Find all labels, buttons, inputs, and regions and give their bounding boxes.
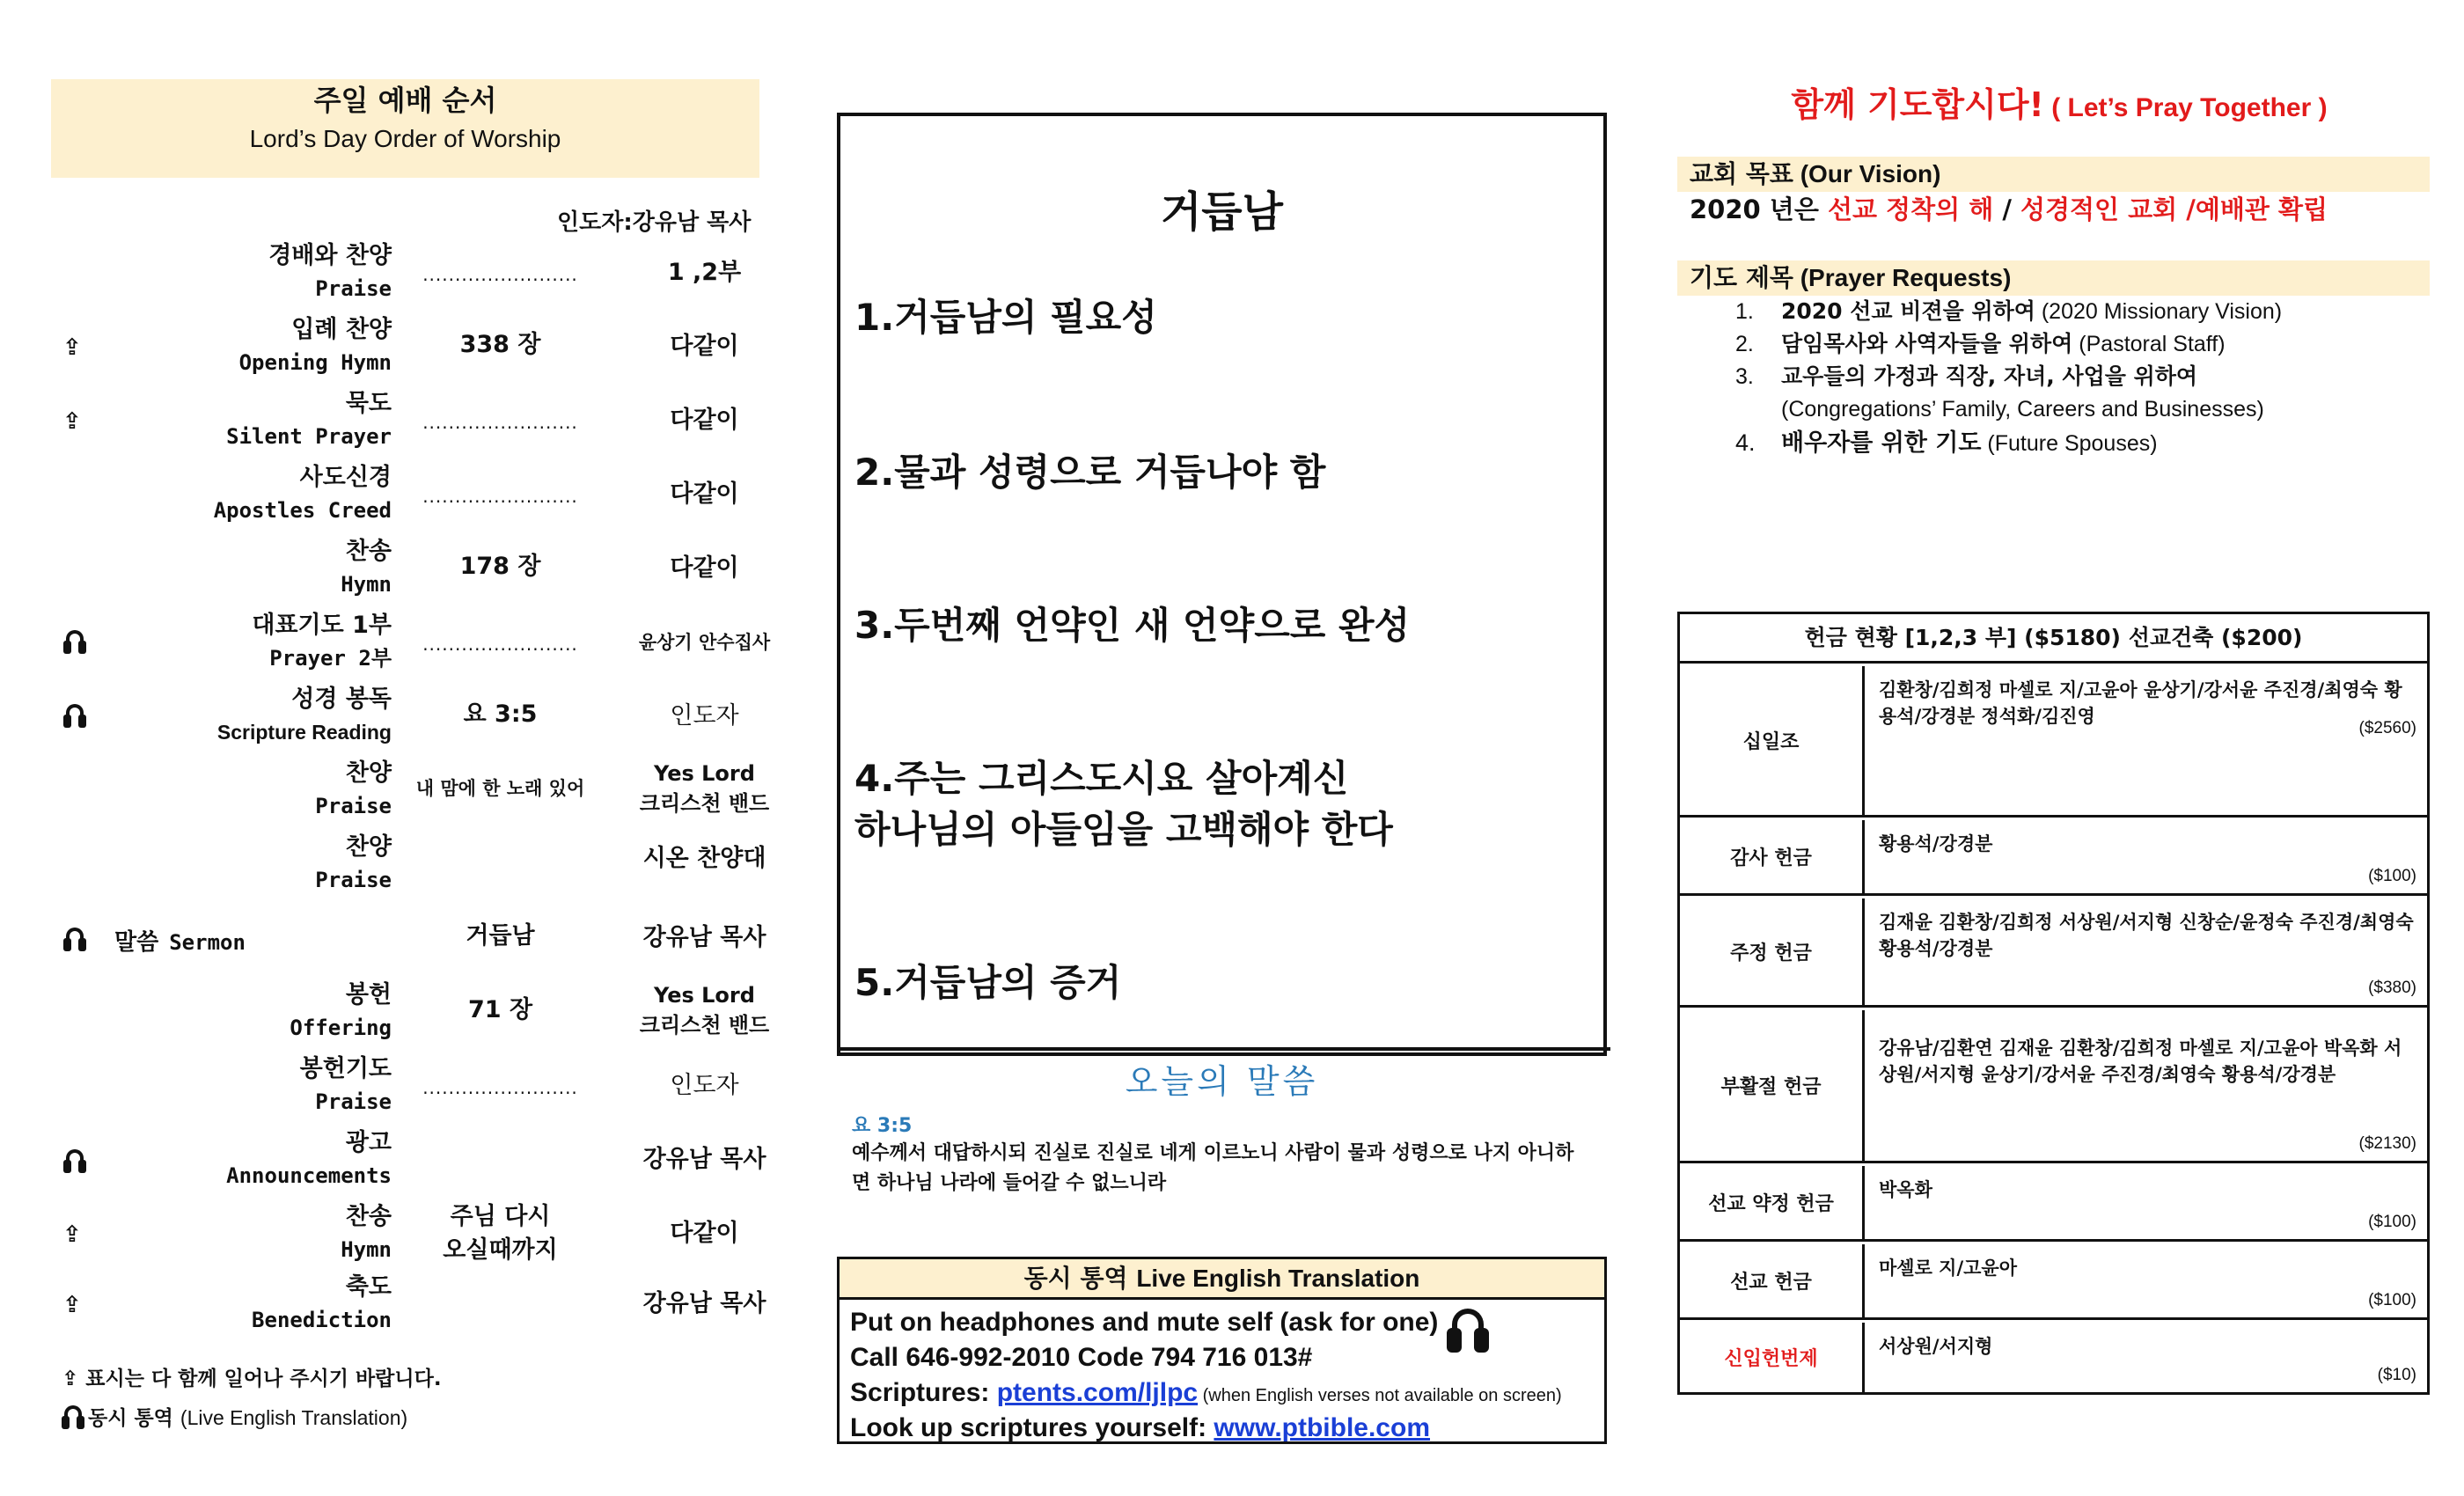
offering-header: 헌금 현황 [1,2,3 부] ($5180) 선교건축 ($200) bbox=[1680, 614, 2427, 664]
translation-head-en: Live English Translation bbox=[1136, 1265, 1420, 1292]
order-item bbox=[51, 901, 766, 975]
request-number: 1. bbox=[1735, 299, 1754, 324]
item-detail: 내 맘에 한 노래 있어 bbox=[415, 778, 585, 799]
request-ko: 담임목사와 사역자들을 위하여 bbox=[1781, 331, 2073, 356]
note-trans-en: (Live English Translation) bbox=[180, 1406, 408, 1429]
item-name-ko: 사도신경 bbox=[299, 464, 392, 491]
table-row bbox=[1680, 1244, 2427, 1320]
item-name-ko: 찬양 bbox=[345, 833, 392, 861]
sermon-point: 하나님의 아들임을 고백해야 한다 bbox=[854, 808, 1393, 851]
offering-amount: ($2560) bbox=[2358, 719, 2416, 737]
headphones-icon bbox=[62, 1405, 84, 1430]
order-item bbox=[51, 532, 759, 605]
vision-goal-3: 예배관 확립 bbox=[2195, 194, 2328, 224]
today-word-text: 예수께서 대답하시되 진실로 진실로 네게 이르노니 사람이 물과 성령으로 나지 아니하면 하나님 나라에 들어갈 수 없느니라 bbox=[852, 1142, 1574, 1194]
item-leader: 인도자 bbox=[670, 1072, 739, 1099]
item-leader-line1: Yes Lord bbox=[654, 983, 755, 1008]
item-leader: 다같이 bbox=[670, 407, 739, 434]
request-ko: 배우자를 위한 기도 bbox=[1781, 429, 1982, 457]
item-name-en: Praise bbox=[315, 794, 392, 818]
order-item bbox=[51, 1049, 759, 1123]
headphones-icon bbox=[1447, 1309, 1489, 1353]
offering-names: 황용석/강경분 bbox=[1879, 833, 1993, 854]
request-en: (Pastoral Staff) bbox=[2072, 332, 2226, 356]
order-item bbox=[51, 458, 759, 532]
item-leader-line1: Yes Lord bbox=[654, 761, 755, 786]
item-leader: 시온 찬양대 bbox=[642, 845, 766, 872]
sermon-point: 3.두번째 언약인 새 언약으로 완성 bbox=[854, 604, 1411, 647]
sermon-title: 거듭남 bbox=[1160, 187, 1284, 237]
item-detail-line2: 오실때까지 bbox=[443, 1236, 558, 1264]
item-name-en: Praise bbox=[315, 1089, 392, 1114]
translation-line4 bbox=[850, 1413, 1430, 1443]
prayer-request bbox=[1735, 427, 2158, 459]
sermon-point: 5.거듭남의 증거 bbox=[854, 961, 1122, 1004]
item-leader: 다같이 bbox=[670, 554, 739, 582]
up-arrow-icon: ⇪ bbox=[62, 408, 82, 435]
vision-goal-2: 성경적인 교회 bbox=[2020, 194, 2178, 224]
translation-line1: Put on headphones and mute self (ask for one) bbox=[850, 1308, 1439, 1337]
offering-category: 주정 헌금 bbox=[1680, 898, 1865, 1005]
item-leader: 강유남 목사 bbox=[642, 1290, 766, 1317]
table-row bbox=[1680, 666, 2427, 818]
table-row bbox=[1680, 820, 2427, 896]
item-name-ko: 말씀 bbox=[114, 929, 159, 956]
item-leader bbox=[597, 759, 812, 818]
up-arrow-icon: ⇪ bbox=[62, 1292, 82, 1318]
headphones-icon bbox=[63, 704, 86, 729]
item-dots: ........................ bbox=[422, 264, 578, 285]
offering-names: 김환창/김희정 마셀로 지/고윤아 윤상기/강서윤 주진경/최영숙 황용석/강경분 정석화/김진영 bbox=[1879, 679, 2402, 727]
item-dots: ........................ bbox=[422, 412, 578, 433]
requests-head-ko: 기도 제목 bbox=[1690, 263, 1793, 292]
item-detail: 거듭남 bbox=[466, 922, 535, 950]
offering-amount: ($100) bbox=[2368, 1291, 2416, 1309]
ptbible-link[interactable]: www.ptbible.com bbox=[1214, 1413, 1430, 1442]
item-leader: 1 ,2부 bbox=[667, 259, 742, 286]
request-ko: 2020 선교 비젼을 위하여 bbox=[1781, 298, 2035, 324]
request-number: 3. bbox=[1735, 364, 1754, 389]
prayer-request bbox=[1735, 361, 2197, 392]
item-name-en: Benediction bbox=[252, 1308, 392, 1332]
item-name-ko: 광고 bbox=[345, 1129, 392, 1156]
item-leader: 다같이 bbox=[670, 480, 739, 508]
note-stand bbox=[62, 1360, 442, 1398]
sermon-box bbox=[837, 113, 1607, 1056]
offering-names: 박옥화 bbox=[1879, 1179, 1932, 1200]
item-name-ko: 찬송 bbox=[345, 538, 392, 565]
note-stand-text: 표시는 다 함께 일어나 주시기 바랍니다. bbox=[85, 1368, 442, 1390]
headphones-icon bbox=[63, 1149, 86, 1174]
prayer-title-en: ( Let’s Pray Together ) bbox=[2043, 93, 2328, 122]
offering-amount: ($100) bbox=[2368, 867, 2416, 885]
request-en: (2020 Missionary Vision) bbox=[2035, 299, 2283, 324]
table-row bbox=[1680, 1166, 2427, 1242]
item-name-ko: 봉헌기도 bbox=[299, 1055, 392, 1082]
headphones-icon bbox=[63, 630, 86, 655]
vision-goal-1: 선교 정착의 해 bbox=[1827, 194, 1994, 224]
item-detail: 71 장 bbox=[467, 996, 533, 1023]
item-name-ko: 묵도 bbox=[345, 390, 392, 417]
offering-amount: ($2130) bbox=[2358, 1134, 2416, 1153]
item-leader: 윤상기 안수집사 bbox=[638, 632, 771, 653]
item-leader: 강유남 목사 bbox=[642, 924, 766, 951]
item-name-ko: 입례 찬양 bbox=[291, 316, 392, 343]
offering-category: 신입헌번제 bbox=[1680, 1323, 1865, 1392]
item-name-en: Hymn bbox=[341, 1237, 392, 1262]
order-item bbox=[51, 236, 759, 310]
translation-header bbox=[840, 1259, 1604, 1300]
offering-names: 강유남/김환연 김재윤 김환창/김희정 마셀로 지/고윤아 박옥화 서상원/서지형 윤상기/강서윤 주진경/최영숙 황용석/강경분 bbox=[1879, 1038, 2402, 1085]
item-detail-line1: 주님 다시 bbox=[450, 1203, 551, 1230]
item-leader-line2: 크리스천 밴드 bbox=[639, 1013, 770, 1038]
item-detail: 178 장 bbox=[459, 553, 541, 580]
request-en: (Future Spouses) bbox=[1981, 431, 2158, 456]
prayer-title bbox=[1672, 77, 2446, 126]
table-row bbox=[1680, 1010, 2427, 1163]
table-row bbox=[1680, 898, 2427, 1008]
offering-category: 선교 약정 헌금 bbox=[1680, 1166, 1865, 1239]
vision-sep: / bbox=[1993, 194, 2021, 224]
item-dots: ........................ bbox=[422, 486, 578, 507]
table-row bbox=[1680, 1323, 2427, 1392]
item-detail: 요 3:5 bbox=[463, 700, 538, 728]
item-name-ko: 축도 bbox=[345, 1273, 392, 1301]
sermon-point: 1.거듭남의 필요성 bbox=[854, 296, 1157, 339]
order-item bbox=[51, 310, 759, 384]
today-word-title: 오늘의 말씀 bbox=[1125, 1062, 1319, 1101]
lookup-label: Look up scriptures yourself: bbox=[850, 1413, 1214, 1442]
offering-amount: ($10) bbox=[2377, 1366, 2416, 1384]
scriptures-label: Scriptures: bbox=[850, 1378, 997, 1407]
vision-header bbox=[1677, 157, 2430, 192]
item-name-en: Silent Prayer bbox=[226, 424, 392, 449]
requests-header bbox=[1677, 260, 2430, 296]
item-name-ko: 성경 봉독 bbox=[291, 686, 392, 713]
order-title-ko: 주일 예배 순서 bbox=[313, 84, 497, 117]
item-leader: 강유남 목사 bbox=[642, 1146, 766, 1173]
up-arrow-icon: ⇪ bbox=[62, 1368, 79, 1390]
prayer-request bbox=[1735, 328, 2226, 360]
item-name-ko: 찬송 bbox=[345, 1203, 392, 1230]
order-item bbox=[51, 827, 766, 901]
up-arrow-icon: ⇪ bbox=[62, 1221, 82, 1248]
sermon-point: 2.물과 성령으로 거듭나야 함 bbox=[854, 451, 1326, 494]
item-leader bbox=[597, 980, 812, 1040]
scriptures-note: (when English verses not available on screen) bbox=[1198, 1386, 1562, 1405]
item-name-en: Opening Hymn bbox=[238, 350, 392, 375]
item-name-en: Offering bbox=[290, 1016, 392, 1040]
order-item bbox=[51, 1123, 766, 1197]
scriptures-link[interactable]: ptents.com/ljlpc bbox=[996, 1378, 1199, 1407]
item-detail: 338 장 bbox=[459, 331, 541, 358]
today-word-ref: 요 3:5 bbox=[852, 1115, 913, 1137]
translation-line3 bbox=[850, 1378, 1562, 1408]
item-name-ko: 찬양 bbox=[345, 759, 392, 787]
item-name-ko: 대표기도 1부 bbox=[252, 612, 392, 639]
item-dots: ........................ bbox=[422, 1077, 578, 1098]
item-leader: 인도자 bbox=[670, 702, 739, 730]
order-header bbox=[51, 79, 759, 178]
offering-category: 선교 헌금 bbox=[1680, 1244, 1865, 1317]
prayer-request-cont bbox=[1781, 393, 2264, 425]
request-ko: 교우들의 가정과 직장, 자녀, 사업을 위하여 bbox=[1781, 363, 2198, 389]
order-notes bbox=[62, 1360, 442, 1438]
vision-head-ko: 교회 목표 bbox=[1690, 159, 1793, 188]
offering-names: 김재윤 김환창/김희정 서상원/서지형 신창순/윤정숙 주진경/최영숙 황용석/강경분 bbox=[1879, 912, 2414, 959]
order-item bbox=[51, 975, 770, 1049]
order-of-worship bbox=[51, 79, 771, 1452]
translation-line2: Call 646-992-2010 Code 794 716 013# bbox=[850, 1343, 1313, 1372]
item-leader: 다같이 bbox=[670, 333, 739, 360]
worship-leader: 인도자:강유남 목사 bbox=[557, 209, 752, 236]
vision-text bbox=[1690, 190, 2328, 226]
note-translation bbox=[62, 1398, 442, 1438]
note-trans-ko: 동시 통역 bbox=[88, 1407, 173, 1430]
offering-category: 감사 헌금 bbox=[1680, 820, 1865, 893]
item-leader: 다같이 bbox=[670, 1220, 739, 1247]
request-en: (Congregations’ Family, Careers and Businesses) bbox=[1781, 397, 2264, 422]
item-name-en: Praise bbox=[315, 276, 392, 301]
item-name-en: Scripture Reading bbox=[216, 721, 392, 744]
offering-category: 십일조 bbox=[1680, 666, 1865, 815]
headphones-icon bbox=[63, 928, 86, 952]
order-item bbox=[51, 1267, 766, 1341]
item-name-en: Praise bbox=[315, 868, 392, 892]
vision-sep: / bbox=[2177, 194, 2196, 224]
offering-names: 마셀로 지/고윤아 bbox=[1879, 1258, 2017, 1279]
translation-head-ko: 동시 통역 bbox=[1023, 1264, 1128, 1293]
item-name-en: Announcements bbox=[226, 1163, 392, 1188]
order-item bbox=[51, 679, 759, 753]
requests-head-en: (Prayer Requests) bbox=[1793, 264, 2012, 291]
item-name-ko: 경배와 찬양 bbox=[268, 242, 392, 269]
sermon-point: 4.주는 그리스도시요 살아계신 bbox=[854, 757, 1349, 800]
request-number: 2. bbox=[1735, 332, 1754, 356]
offering-names: 서상원/서지형 bbox=[1879, 1336, 1993, 1357]
offering-table bbox=[1677, 612, 2430, 1395]
prayer-title-ko: 함께 기도합시다! bbox=[1791, 85, 2044, 124]
order-item bbox=[51, 753, 770, 827]
order-title-en: Lord’s Day Order of Worship bbox=[249, 125, 561, 152]
vision-head-en: (Our Vision) bbox=[1793, 160, 1941, 187]
item-name-ko: 봉헌 bbox=[345, 981, 392, 1008]
order-item bbox=[51, 384, 759, 458]
item-name-en: Sermon bbox=[169, 930, 246, 955]
item-leader-line2: 크리스천 밴드 bbox=[639, 791, 770, 816]
request-number: 4. bbox=[1735, 429, 1756, 456]
prayer-request bbox=[1735, 296, 2282, 327]
order-item bbox=[51, 1197, 759, 1271]
item-name-en: Apostles Creed bbox=[213, 498, 392, 523]
up-arrow-icon: ⇪ bbox=[62, 334, 82, 361]
divider bbox=[840, 1047, 1610, 1051]
translation-box bbox=[837, 1257, 1607, 1444]
item-detail bbox=[401, 1200, 599, 1267]
item-name-en: Prayer 2부 bbox=[269, 646, 392, 671]
vision-prefix: 2020 년은 bbox=[1690, 194, 1828, 224]
item-name-en: Hymn bbox=[341, 572, 392, 597]
offering-category: 부활절 헌금 bbox=[1680, 1010, 1865, 1161]
offering-amount: ($100) bbox=[2368, 1213, 2416, 1231]
item-dots: ........................ bbox=[422, 634, 578, 655]
offering-amount: ($380) bbox=[2368, 979, 2416, 997]
order-item bbox=[51, 605, 771, 679]
